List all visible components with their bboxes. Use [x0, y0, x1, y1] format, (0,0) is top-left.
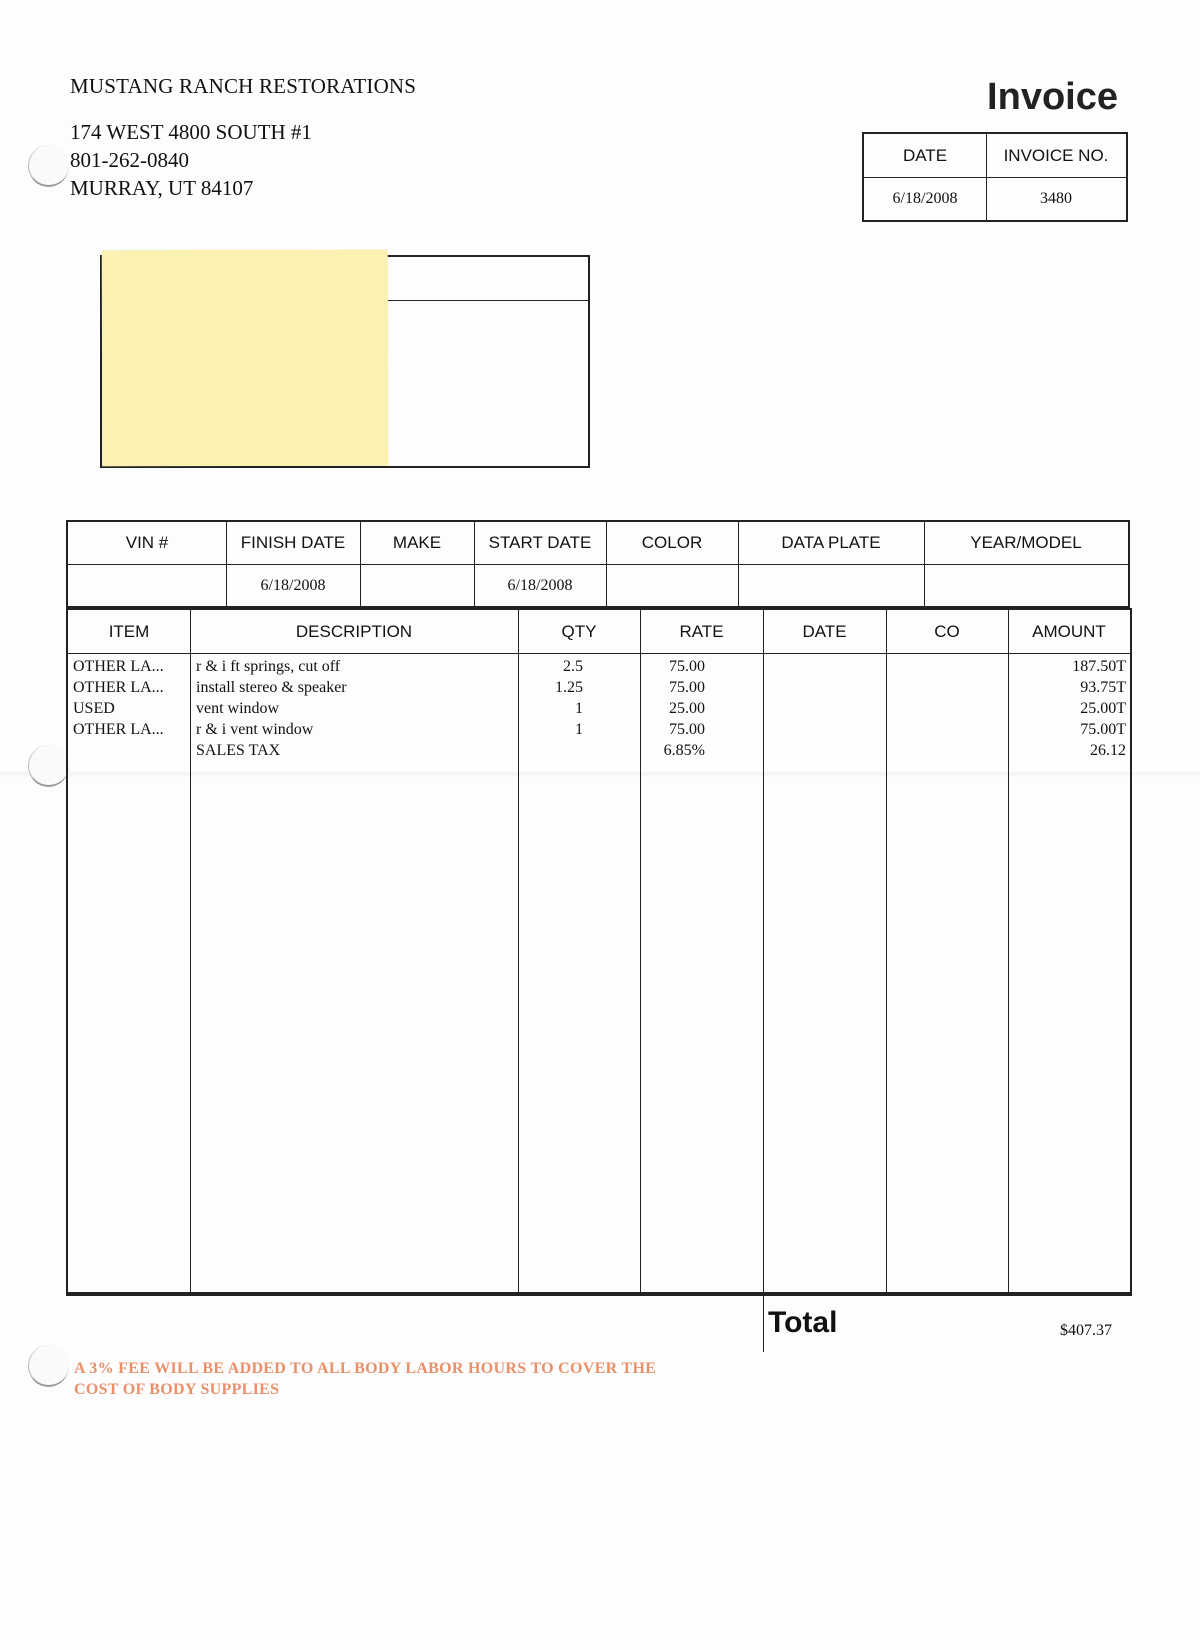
qty-cell: 1 — [575, 721, 583, 738]
description-cell: SALES TAX — [196, 742, 281, 759]
start-date-value: 6/18/2008 — [507, 577, 573, 594]
data-plate-header: DATA PLATE — [781, 533, 881, 552]
amount-header: AMOUNT — [1032, 621, 1106, 641]
fee-notice-line2: COST OF BODY SUPPLIES — [74, 1381, 280, 1398]
rate-cell: 75.00 — [669, 658, 705, 675]
line-items — [68, 658, 1130, 763]
data-plate-value — [738, 564, 924, 608]
fee-notice-line1: A 3% FEE WILL BE ADDED TO ALL BODY LABOR HOURS TO COVER THE — [74, 1360, 657, 1377]
total-label: Total — [768, 1306, 838, 1339]
description-header: DESCRIPTION — [295, 621, 413, 641]
sticky-note — [102, 250, 389, 467]
rate-cell: 75.00 — [669, 679, 705, 696]
company-address: 174 WEST 4800 SOUTH #1 — [70, 120, 312, 144]
invoice-no-header: INVOICE NO. — [1003, 145, 1109, 165]
item-header: ITEM — [108, 621, 150, 641]
table-row — [68, 679, 1130, 700]
vehicle-table — [66, 520, 1130, 608]
table-row — [68, 658, 1130, 679]
punch-hole — [28, 1345, 69, 1387]
vin-header: VIN # — [125, 533, 169, 552]
rate-header: RATE — [679, 621, 724, 641]
color-value — [606, 564, 738, 608]
description-cell: r & i vent window — [196, 721, 314, 738]
vin-value — [68, 564, 226, 608]
company-name: MUSTANG RANCH RESTORATIONS — [70, 74, 417, 98]
rate-cell: 6.85% — [663, 742, 705, 759]
table-row — [68, 721, 1130, 742]
qty-cell: 1 — [575, 700, 583, 717]
description-cell: r & i ft springs, cut off — [196, 658, 341, 675]
punch-hole — [28, 745, 69, 787]
table-row — [68, 742, 1130, 763]
year-model-value — [924, 564, 1128, 608]
color-header: COLOR — [641, 533, 703, 552]
item-cell: OTHER LA... — [73, 679, 164, 696]
amount-cell: 93.75T — [1080, 679, 1126, 696]
qty-cell: 2.5 — [563, 658, 583, 675]
finish-date-header: FINISH DATE — [240, 533, 346, 552]
page-title: Invoice — [987, 76, 1118, 118]
invoice-meta-box — [862, 132, 1128, 222]
rate-cell: 75.00 — [669, 721, 705, 738]
amount-cell: 75.00T — [1080, 721, 1126, 738]
description-cell: vent window — [196, 700, 280, 717]
amount-cell: 187.50T — [1072, 658, 1126, 675]
invoice-number: 3480 — [1040, 190, 1072, 207]
company-phone: 801-262-0840 — [70, 148, 189, 172]
make-header: MAKE — [392, 533, 442, 552]
qty-cell: 1.25 — [555, 679, 583, 696]
item-cell: OTHER LA... — [73, 721, 164, 738]
co-header: CO — [934, 621, 960, 641]
description-cell: install stereo & speaker — [196, 679, 347, 696]
date-col-header: DATE — [802, 621, 847, 641]
amount-cell: 26.12 — [1090, 742, 1126, 759]
qty-header: QTY — [561, 621, 597, 641]
company-city: MURRAY, UT 84107 — [70, 176, 254, 200]
start-date-header: START DATE — [488, 533, 592, 552]
date-header: DATE — [902, 145, 948, 165]
amount-cell: 25.00T — [1080, 700, 1126, 717]
table-row — [68, 700, 1130, 721]
items-table — [66, 608, 1132, 1339]
punch-hole — [28, 145, 69, 187]
fee-notice — [74, 1358, 774, 1400]
year-model-header: YEAR/MODEL — [970, 533, 1082, 552]
finish-date-value: 6/18/2008 — [260, 577, 326, 594]
item-cell: OTHER LA... — [73, 658, 164, 675]
rate-cell: 25.00 — [669, 700, 705, 717]
invoice-date: 6/18/2008 — [892, 190, 958, 207]
item-cell: USED — [73, 700, 115, 717]
make-value — [360, 564, 474, 608]
total-amount: $407.37 — [1060, 1322, 1112, 1339]
